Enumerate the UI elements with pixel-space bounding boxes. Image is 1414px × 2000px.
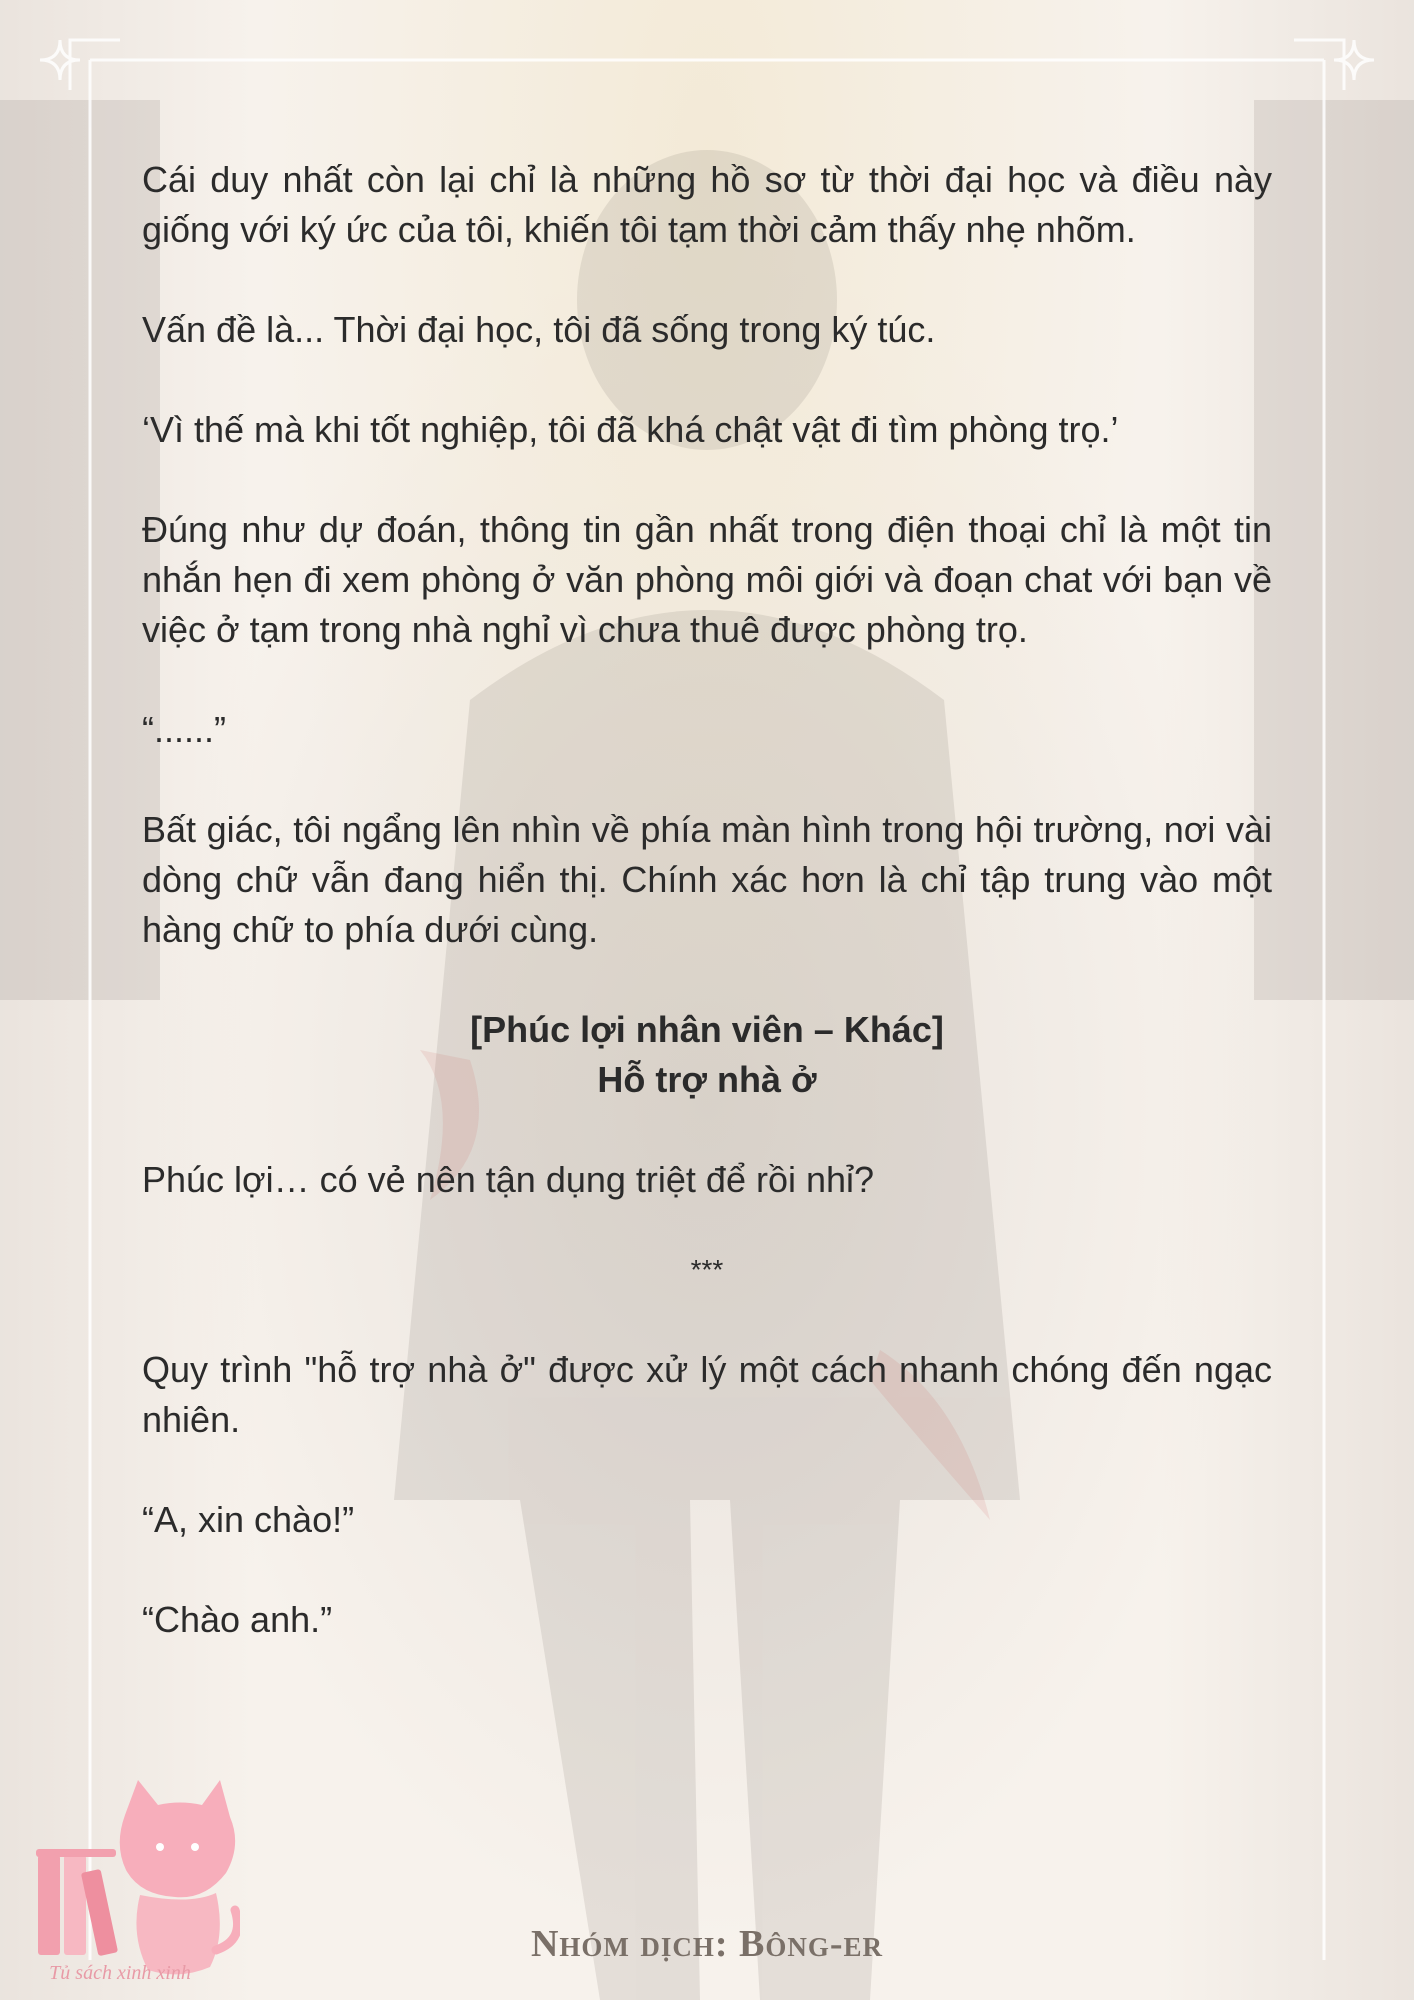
paragraph: “......” [142, 709, 226, 750]
paragraph: Cái duy nhất còn lại chỉ là những hồ sơ từ thời đại học và điều này giống với ký ức của tôi, khiến tôi tạm thời cảm thấy nhẹ nhõm. [142, 159, 1272, 250]
paragraph: Quy trình "hỗ trợ nhà ở" được xử lý một cách nhanh chóng đến ngạc nhiên. [142, 1349, 1272, 1440]
translator-credit: Nhóm dịch: Bông-er [530, 1923, 884, 1965]
paragraph: Vấn đề là... Thời đại học, tôi đã sống trong ký túc. [142, 309, 936, 350]
paragraph: Phúc lợi… có vẻ nên tận dụng triệt để rồi nhỉ? [142, 1159, 875, 1200]
paragraph: Đúng như dự đoán, thông tin gần nhất trong điện thoại chỉ là một tin nhắn hẹn đi xem phòng ở văn phòng môi giới và đoạn chat với bạn về việc ở tạm trong nhà nghỉ vì chưa thuê được phòng trọ. [142, 509, 1272, 650]
logo-text: Tủ sách xinh xinh [49, 1962, 191, 1984]
section-separator: *** [690, 1254, 724, 1285]
paragraph: “Chào anh.” [142, 1599, 333, 1640]
heading-line-1: [Phúc lợi nhân viên – Khác] [470, 1009, 944, 1050]
system-heading [142, 1005, 1272, 1105]
paragraph: Bất giác, tôi ngẩng lên nhìn về phía màn hình trong hội trường, nơi vài dòng chữ vẫn đang hiển thị. Chính xác hơn là chỉ tập trung vào một hàng chữ to phía dưới cùng. [142, 809, 1272, 950]
paragraph: ‘Vì thế mà khi tốt nghiệp, tôi đã khá chật vật đi tìm phòng trọ.’ [142, 409, 1119, 450]
paragraph: “A, xin chào!” [142, 1499, 355, 1540]
heading-line-2: Hỗ trợ nhà ở [597, 1059, 817, 1100]
document-body [142, 155, 1272, 1695]
